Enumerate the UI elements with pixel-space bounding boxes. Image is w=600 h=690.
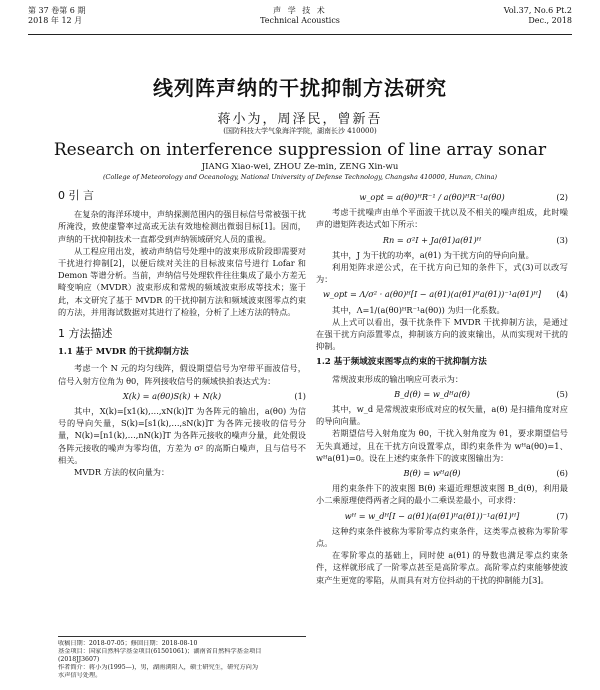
subsection-1-1-heading: 1.1 基于 MVDR 的干扰抑制方法 [58,347,189,358]
paper-title-en: Research on interference suppression of line array sonar [53,140,547,160]
equation-7-formula: wᴴ = w_dᴴ[I − a(θ1)(a(θ1)ᴴa(θ1))⁻¹a(θ1)ᴴ] [344,510,520,521]
equation-5-formula: B_d(θ) = w_dᴴa(θ) [394,388,470,399]
equation-3 [316,234,568,246]
paper-title-cn: 线列阵声纳的干扰抑制方法研究 [153,76,447,100]
equation-6-number: (6) [556,468,568,479]
section-1-heading: 1 方法描述 [58,327,113,341]
section-0-heading: 0 引 言 [58,189,94,202]
right-paragraph-4: 其中，Λ=1/(a(θ0)ᴴR⁻¹a(θ0)) 为归一化系数。 [332,304,505,315]
equation-4-number: (4) [556,289,568,300]
footnote-author-bio: 作者简介：蒋小为(1995—)，男，湖南浏阳人，硕士研究生，研究方向为 [58,664,259,671]
equation-1 [58,390,306,402]
header-center [28,6,572,26]
mvdr-paragraph-1: 考虑一个 N 元的均匀线阵，假设期望信号为窄带平面波信号，信号入射方位角为 θ0，阵列接收信号的频域快拍表达式为： [58,363,306,386]
footnote-received: 收稿日期：2018-07-05；修回日期：2018-08-10 [58,640,198,647]
authors-en: JIANG Xiao-wei, ZHOU Ze-min, ZENG Xin-wu [201,162,399,172]
mvdr-paragraph-2: 其中，X(k)=[x1(k),…,xN(k)]T 为各阵元的输出，a(θ0) 为信号的导向矢量，S(k)=[s1(k),…,sN(k)]T 为各阵元接收的信号分量，N(k)=[n1(k),…,nN(k)]T 为各阵元接收的噪声分量，此处假设各阵元接收的噪声为零均值，方差为 σ² 的高斯白噪声，且与信号不相关。 [58,406,306,465]
date-en: Dec., 2018 [528,16,572,25]
right-paragraph-8: 若期望信号入射角度为 θ0，干扰入射角度为 θ1，要求期望信号无失真通过，且在干扰方向设置零点，即约束条件为 wᴴa(θ0)=1、wᴴa(θ1)=0。设在上述约束条件下的波束图输出为： [316,428,568,463]
right-paragraph-5: 从上式可以看出，强干扰条件下 MVDR 干扰抑制方法，是通过在强干扰方向添置零点，抑制该方向的波束输出，从而实现对干扰的抑制。 [316,316,568,352]
right-paragraph-11: 在零阶零点的基础上，同时使 a(θ1) 的导数也满足零点约束条件，这样就形成了一阶零点甚至是高阶零点。高阶零点约束能够使波束产生更宽的零陷，从而具有对方位抖动的干扰的抑制能力[3]。 [316,550,568,585]
footnote [58,636,306,680]
equation-6 [316,467,568,479]
right-paragraph-2: 其中，J 为干扰的功率，a(θ1) 为干扰方向的导向向量。 [332,249,534,260]
mvdr-paragraph-3: MVDR 方法的权向量为： [74,467,170,478]
right-paragraph-6: 常规波束形成的输出响应可表示为： [332,373,464,384]
equation-7 [316,510,568,522]
footnote-author-field: 水声信号处理。 [58,672,102,679]
volume-issue: 第 37 卷第 6 期 [28,6,86,15]
subsection-1-2-heading: 1.2 基于频域波束图零点约束的干扰抑制方法 [316,357,487,368]
right-column [316,188,568,586]
equation-3-number: (3) [556,234,568,245]
equation-7-number: (7) [556,510,568,521]
footnote-funding: 基金项目：国家自然科学基金项目(61501061)；湖南省自然科学基金项目 [58,648,262,655]
right-paragraph-10: 这种约束条件被称为零阶零点约束条件，这类零点被称为零阶零点。 [316,525,568,549]
left-column [58,188,306,478]
equation-3-formula: Rn = σ²I + Ja(θ1)a(θ1)ᴴ [382,234,482,245]
affiliation-cn: (国防科技大学气象海洋学院，湖南长沙 410000) [223,127,377,135]
equation-4 [316,288,568,300]
equation-4-formula: w_opt = Λ/σ² · a(θ0)ᴴ[I − a(θ1)(a(θ1)ᴴa(θ1))⁻¹a(θ1)ᴴ] [322,289,542,300]
right-paragraph-9: 用约束条件下的波束图 B(θ) 来逼近理想波束图 B_d(θ)，利用最小二乘原理使得两者之间的最小二乘误差最小，可求得： [316,483,568,506]
intro-paragraph-1: 在复杂的海洋环境中，声纳探测范围内的强目标信号常被强干扰所淹没，致使虚警率过高或无法有效地检测出微弱目标[1]。因而，声纳的干扰抑制技术一直都受到声纳领域研究人员的重视。 [58,209,306,244]
equation-1-number: (1) [294,390,306,401]
authors-cn: 蒋小为，周泽民，曾新吾 [217,112,383,127]
affiliation-en: (College of Meteorology and Oceanology, National University of Defense Technology, Changsha 410000, Hunan, China) [102,173,498,181]
intro-paragraph-2: 从工程应用出发，被动声纳信号处理中的波束形成阶段即需要对干扰进行抑制[2]，以便后续对关注的目标波束信号进行 Lofar 和 Demon 等谱分析。当前，声纳信号处理软件往往集成了最小方差无畸变响应（MVDR）波束形成和常规的频域波束形成等技术；鉴于此，本文研究了基于 MVDR 的干扰抑制方法和频域波束图零点约束的方法，并用海试数据对其进行了检验，分析了上述方法的特点。 [58,245,306,317]
equation-1-formula: X(k) = a(θ0)S(k) + N(k) [122,390,222,401]
equation-5-number: (5) [556,388,568,399]
running-header [28,6,572,35]
date-cn: 2018 年 12 月 [28,16,83,25]
equation-2-formula: w_opt = a(θ0)ᴴR⁻¹ / a(θ0)ᴴR⁻¹a(θ0) [359,192,505,202]
right-paragraph-3: 利用矩阵求逆公式，在干扰方向已知的条件下，式(3)可以改写为： [316,262,568,285]
journal-name-en: Technical Acoustics [260,16,340,25]
header-right [504,6,572,26]
equation-2 [316,191,568,203]
volume-issue-en: Vol.37, No.6 Pt.2 [503,6,572,15]
footnote-funding-id: (2018JJ3607) [58,656,100,663]
equation-6-formula: B(θ) = wᴴa(θ) [403,468,461,479]
right-paragraph-7: 其中，w_d 是常规波束形成对应的权矢量，a(θ) 是扫描角度对应的导向向量。 [316,404,568,427]
equation-2-number: (2) [556,192,568,202]
right-paragraph-1: 考虑干扰噪声由单个平面波干扰以及不相关的噪声组成，此时噪声的谱矩阵表达式如下所示： [316,207,568,230]
journal-name-cn: 声 学 技 术 [273,6,327,15]
equation-5 [316,388,568,400]
